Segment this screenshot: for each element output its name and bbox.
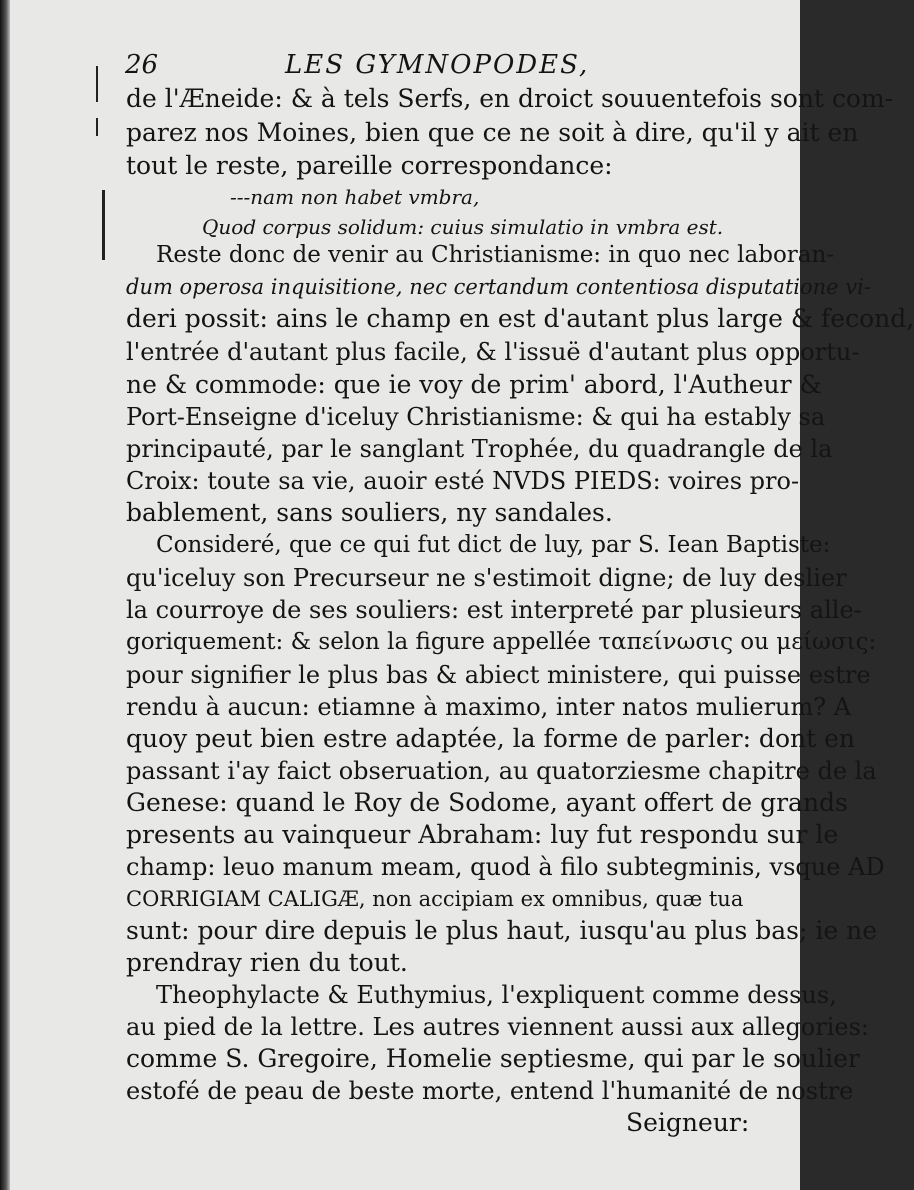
margin-mark — [102, 190, 105, 260]
text-line: bablement, sans souliers, ny sandales. — [126, 498, 613, 527]
text-line: champ: leuo manum meam, quod à filo subtegminis, vsque AD — [126, 853, 885, 881]
text-line: Theophylacte & Euthymius, l'expliquent comme dessus, — [156, 981, 837, 1009]
text-line: sunt: pour dire depuis le plus haut, iusqu'au plus bas; ie ne — [126, 916, 878, 945]
text-line: CORRIGIAM CALIGÆ, non accipiam ex omnibus, quæ tua — [126, 887, 744, 911]
text-line: de l'Æneide: & à tels Serfs, en droict souuentefois sont com- — [126, 84, 894, 113]
margin-mark — [96, 118, 98, 136]
text-line: goriquement: & selon la figure appellée ταπείνωσις ou μείωσις: — [126, 629, 877, 655]
text-line: comme S. Gregoire, Homelie septiesme, qui par le soulier — [126, 1044, 860, 1073]
page-gutter — [0, 0, 10, 1190]
quote-line: ---nam non habet vmbra, — [230, 185, 480, 209]
text-line: au pied de la lettre. Les autres viennent aussi aux allegories: — [126, 1013, 870, 1041]
quote-line: Quod corpus solidum: cuius simulatio in vmbra est. — [202, 215, 724, 239]
text-line: la courroye de ses souliers: est interpreté par plusieurs alle- — [126, 596, 862, 624]
text-line: Consideré, que ce qui fut dict de luy, par S. Iean Baptiste: — [156, 532, 831, 558]
text-line: l'entrée d'autant plus facile, & l'issuë d'autant plus opportu- — [126, 338, 860, 366]
text-line: Croix: toute sa vie, auoir esté NVDS PIEDS: voires pro- — [126, 467, 800, 495]
margin-mark — [96, 66, 98, 102]
page-header — [125, 50, 745, 86]
text-line: pour signifier le plus bas & abiect ministere, qui puisse estre — [126, 661, 871, 689]
text-line: deri possit: ains le champ en est d'autant plus large & fecond, — [126, 304, 914, 333]
book-page — [10, 0, 914, 1190]
text-line: estofé de peau de beste morte, entend l'humanité de nostre — [126, 1077, 854, 1105]
text-line: Port-Enseigne d'iceluy Christianisme: & qui ha estably sa — [126, 403, 826, 431]
text-line: principauté, par le sanglant Trophée, du quadrangle de la — [126, 435, 833, 463]
text-line: rendu à aucun: etiamne à maximo, inter natos mulierum? A — [126, 693, 852, 721]
text-line: dum operosa inquisitione, nec certandum contentiosa disputatione vi- — [126, 275, 871, 299]
text-line: prendray rien du tout. — [126, 948, 408, 977]
text-line: passant i'ay faict obseruation, au quatorziesme chapitre de la — [126, 757, 877, 785]
catchword: Seigneur: — [626, 1108, 750, 1137]
text-line: quoy peut bien estre adaptée, la forme de parler: dont en — [126, 724, 855, 753]
page-number: 26 — [125, 50, 159, 80]
text-line: ne & commode: que ie voy de prim' abord, l'Autheur & — [126, 370, 822, 399]
text-line: qu'iceluy son Precurseur ne s'estimoit digne; de luy deslier — [126, 564, 847, 592]
text-line: parez nos Moines, bien que ce ne soit à dire, qu'il y ait en — [126, 118, 859, 147]
running-head: LES GYMNOPODES, — [285, 50, 590, 80]
text-line: Reste donc de venir au Christianisme: in quo nec laboran- — [156, 242, 835, 268]
text-line: tout le reste, pareille correspondance: — [126, 151, 613, 180]
text-line: presents au vainqueur Abraham: luy fut respondu sur le — [126, 820, 839, 849]
text-line: Genese: quand le Roy de Sodome, ayant offert de grands — [126, 788, 848, 817]
